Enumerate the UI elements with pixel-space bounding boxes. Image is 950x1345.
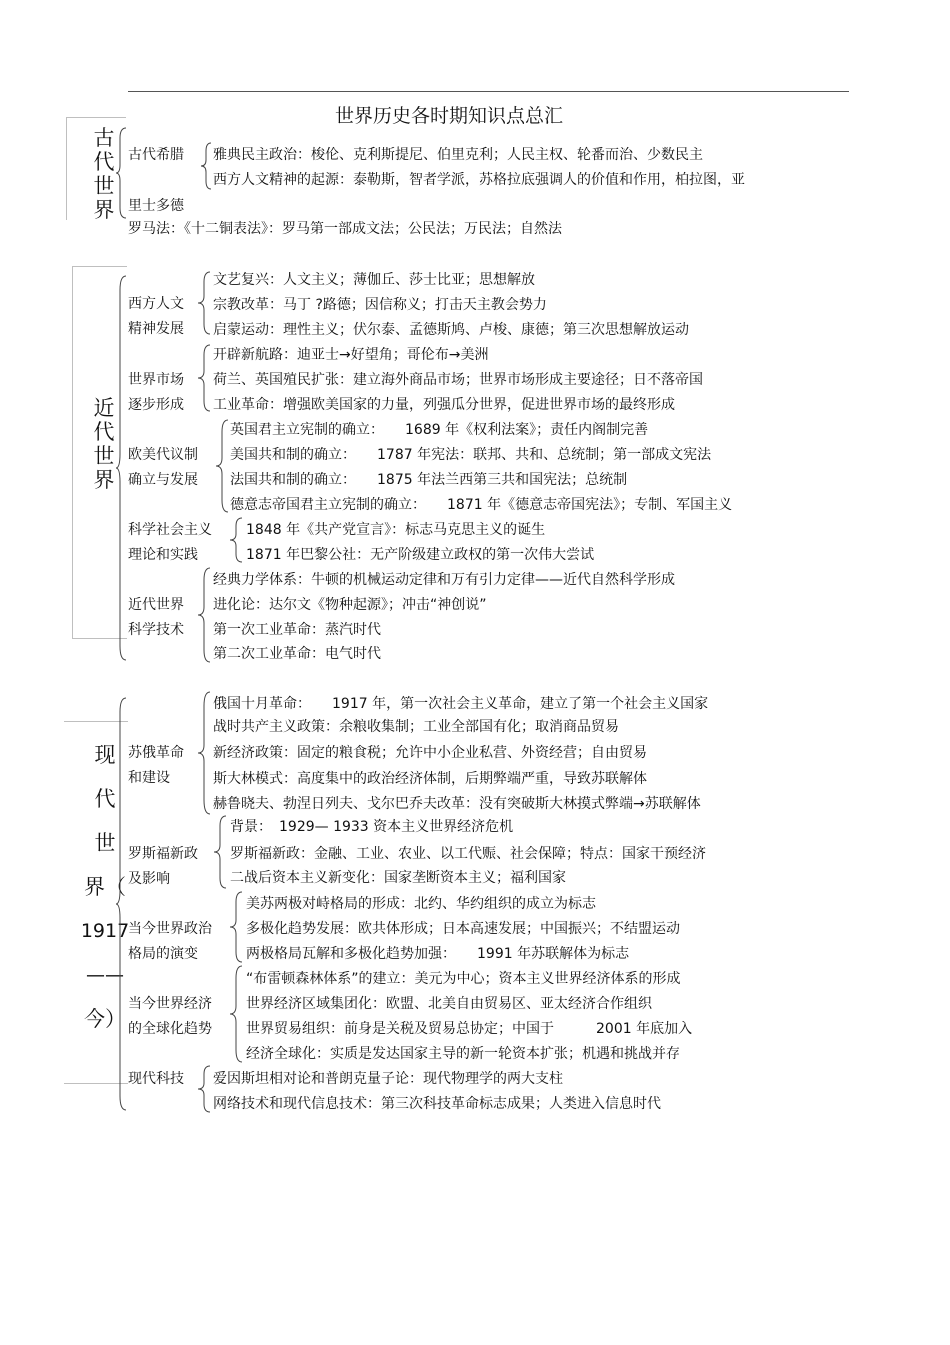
topic-scientific-socialism: 科学社会主义 理论和实践 [128, 522, 212, 563]
brace-representative [216, 420, 230, 512]
topic-modern-science: 近代世界 科学技术 [128, 597, 184, 638]
item-postwar-capitalism: 二战后资本主义新变化：国家垄断资本主义；福利国家 [230, 870, 566, 886]
brace-socialism [230, 518, 244, 562]
item-october-revolution: 俄国十月革命： 1917 年，第一次社会主义革命，建立了第一个社会主义国家 [213, 696, 709, 712]
era-label-contemporary: 现 代 世 界（ 1917 —— 今） [80, 743, 130, 1031]
brace-new-deal [214, 816, 228, 888]
topic-economic-globalization: 当今世界经济 的全球化趋势 [128, 996, 212, 1037]
item-paris-commune: 1871 年巴黎公社：无产阶级建立政权的第一次伟大尝试 [246, 547, 595, 563]
topic-soviet-revolution: 苏俄革命 和建设 [128, 745, 184, 786]
item-relativity-quantum: 爱因斯坦相对论和普朗克量子论：现代物理学的两大支柱 [213, 1071, 563, 1087]
item-regional-blocs: 世界经济区域集团化：欧盟、北美自由贸易区、亚太经济合作组织 [246, 996, 652, 1012]
brace-political [230, 892, 244, 962]
brace-humanism [198, 272, 212, 334]
item-network-technology: 网络技术和现代信息技术：第三次科技革命标志成果；人类进入信息时代 [213, 1096, 661, 1112]
item-evolution: 进化论：达尔文《物种起源》；冲击“神创说” [213, 597, 487, 613]
brace-contemporary [116, 698, 128, 1110]
topic-representative-system: 欧美代议制 确立与发展 [128, 447, 198, 488]
item-french-republic: 法国共和制的确立： 1875 年法兰西第三共和国宪法；总统制 [230, 472, 628, 488]
brace-technology [198, 1066, 212, 1112]
item-german-empire: 德意志帝国君主立宪制的确立： 1871 年《德意志帝国宪法》；专制、军国主义 [230, 497, 733, 513]
topic-new-deal: 罗斯福新政 及影响 [128, 846, 198, 887]
brace-soviet [198, 692, 212, 814]
item-war-communism: 战时共产主义政策：余粮收集制；工业全部国有化；取消商品贸易 [213, 719, 619, 735]
era-label-ancient: 古 代 世 界 [93, 126, 115, 222]
era-frame-top [66, 117, 126, 118]
item-new-routes: 开辟新航路：迪亚士→好望角；哥伦布→美洲 [213, 347, 489, 363]
era-frame-top [72, 266, 127, 267]
brace-early-modern [116, 276, 128, 660]
item-roosevelt-new-deal: 罗斯福新政：金融、工业、农业、以工代赈、社会保障；特点：国家干预经济 [230, 846, 706, 862]
item-great-depression: 背景： 1929— 1933 资本主义世界经济危机 [230, 819, 514, 835]
item-new-economic-policy: 新经济政策：固定的粮食税；允许中小企业私营、外资经营；自由贸易 [213, 745, 647, 761]
brace-ancient [116, 128, 128, 218]
item-soviet-reforms: 赫鲁晓夫、勃涅日列夫、戈尔巴乔夫改革：没有突破斯大林摸式弊端→苏联解体 [213, 796, 701, 812]
item-colonial-expansion: 荷兰、英国殖民扩张：建立海外商品市场；世界市场形成主要途径；日不落帝国 [213, 372, 703, 388]
item-western-humanism-origin: 西方人文精神的起源：泰勒斯，智者学派，苏格拉底强调人的价值和作用，柏拉图，亚 [213, 172, 745, 188]
item-athens-democracy: 雅典民主政治：梭伦、克利斯提尼、伯里克利；人民主权、轮番而治、少数民主 [213, 147, 703, 163]
item-first-industrial-revolution: 第一次工业革命：蒸汽时代 [213, 622, 381, 638]
item-bipolar-formation: 美苏两极对峙格局的形成：北约、华约组织的成立为标志 [246, 896, 596, 912]
header-rule [128, 91, 849, 92]
topic-modern-technology: 现代科技 [128, 1071, 184, 1087]
item-british-monarchy: 英国君主立宪制的确立： 1689 年《权利法案》；责任内阁制完善 [230, 422, 649, 438]
topic-political-pattern: 当今世界政治 格局的演变 [128, 921, 212, 962]
item-us-republic: 美国共和制的确立： 1787 年宪法：联邦、共和、总统制；第一部成文宪法 [230, 447, 712, 463]
item-renaissance: 文艺复兴：人文主义；薄伽丘、莎士比亚；思想解放 [213, 272, 535, 288]
item-economic-globalization: 经济全球化：实质是发达国家主导的新一轮资本扩张；机遇和挑战并存 [246, 1046, 680, 1062]
item-aristotle-continuation: 里士多德 [128, 198, 184, 214]
era-label-modern-early: 近 代 世 界 [93, 396, 115, 492]
era-frame-left [66, 117, 67, 220]
item-classical-mechanics: 经典力学体系：牛顿的机械运动定律和万有引力定律——近代自然科学形成 [213, 572, 675, 588]
item-reformation: 宗教改革：马丁 ?路德；因信称义；打击天主教会势力 [213, 297, 547, 313]
brace-science [198, 568, 212, 662]
topic-western-humanism: 西方人文 精神发展 [128, 296, 184, 337]
item-industrial-revolution: 工业革命：增强欧美国家的力量，列强瓜分世界，促进世界市场的最终形成 [213, 397, 675, 413]
item-stalin-model: 斯大林模式：高度集中的政治经济体制，后期弊端严重，导致苏联解体 [213, 771, 647, 787]
brace-globalization [230, 966, 244, 1062]
item-bipolar-collapse: 两极格局瓦解和多极化趋势加强： 1991 年苏联解体为标志 [246, 946, 630, 962]
brace-greece [201, 143, 213, 189]
page-title: 世界历史各时期知识点总汇 [335, 105, 564, 127]
item-roman-law: 罗马法：《十二铜表法》：罗马第一部成文法；公民法；万民法；自然法 [128, 221, 562, 237]
item-communist-manifesto: 1848 年《共产党宣言》：标志马克思主义的诞生 [246, 522, 546, 538]
item-enlightenment: 启蒙运动：理性主义；伏尔泰、孟德斯鸠、卢梭、康德；第三次思想解放运动 [213, 322, 689, 338]
brace-world-market [198, 345, 212, 411]
item-second-industrial-revolution: 第二次工业革命：电气时代 [213, 646, 381, 662]
item-wto: 世界贸易组织：前身是关税及贸易总协定；中国于 2001 年底加入 [246, 1021, 693, 1037]
topic-world-market: 世界市场 逐步形成 [128, 372, 184, 413]
era-frame-left [72, 266, 73, 638]
item-bretton-woods: “布雷顿森林体系”的建立：美元为中心；资本主义世界经济体系的形成 [246, 971, 681, 987]
topic-ancient-greece: 古代希腊 [128, 147, 184, 163]
item-multipolar-trend: 多极化趋势发展：欧共体形成；日本高速发展；中国振兴；不结盟运动 [246, 921, 680, 937]
